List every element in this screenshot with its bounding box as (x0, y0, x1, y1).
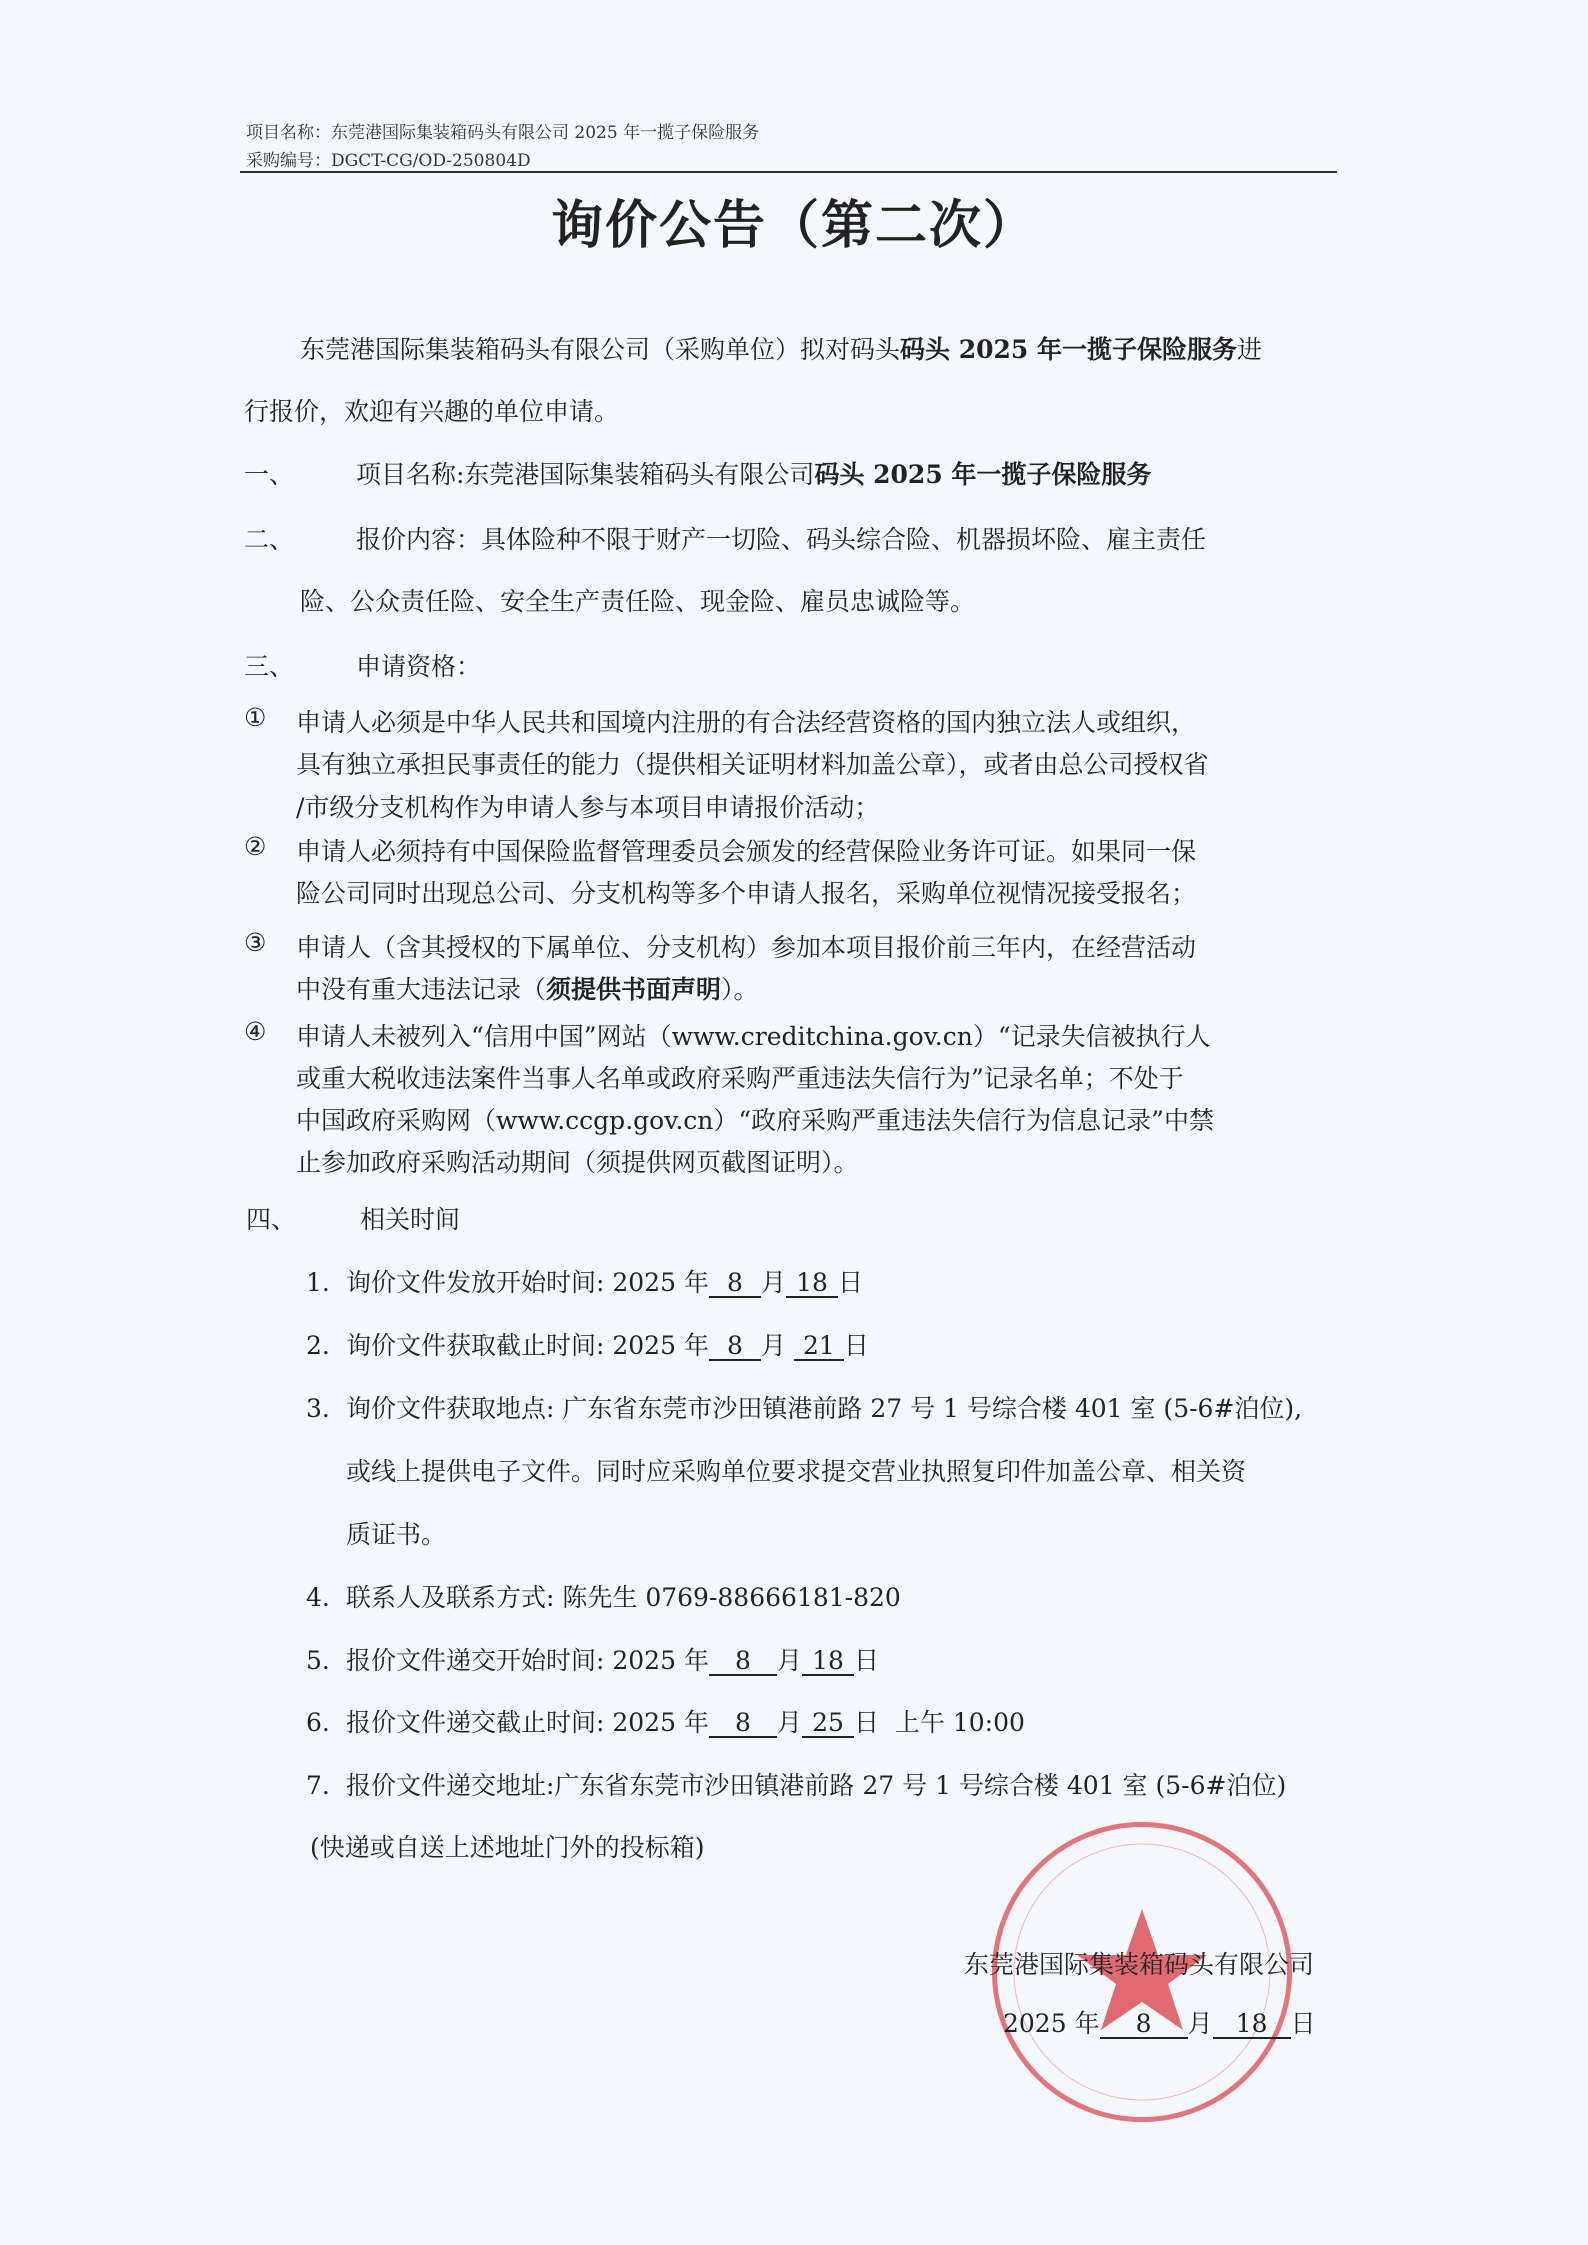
qualification-2-line-1: 申请人必须持有中国保险监督管理委员会颁发的经营保险业务许可证。如果同一保 (296, 837, 1197, 866)
section-1-marker: 一、 (244, 460, 295, 489)
signature-month-unit: 月 (1187, 2009, 1213, 2038)
item-text: 询价文件获取地点: 广东省东莞市沙田镇港前路 27 号 1 号综合楼 401 室 (5-6#泊位), (346, 1394, 1303, 1423)
qualification-3-bold: 须提供书面声明 (546, 975, 722, 1004)
month-unit: 月 (760, 1331, 786, 1360)
month-value: 8 (709, 1648, 777, 1676)
month-value: 8 (709, 1333, 761, 1361)
timeline-item-4 (306, 1578, 901, 1614)
month-value: 8 (709, 1710, 777, 1738)
month-unit: 月 (776, 1646, 802, 1675)
qualification-3-marker: ③ (244, 928, 267, 957)
procurement-number-header: 采购编号：DGCT-CG/OD-250804D (246, 151, 531, 171)
item-number: 3. (306, 1394, 330, 1423)
timeline-item-1 (306, 1263, 863, 1299)
qualification-4-line-4: 止参加政府采购活动期间（须提供网页截图证明）。 (296, 1148, 859, 1177)
qualification-2-marker: ② (244, 832, 267, 861)
section-2-line-1: 报价内容：具体险种不限于财产一切险、码头综合险、机器损坏险、雇主责任 (356, 525, 1207, 554)
item-label: 询价文件发放开始时间: 2025 年 (346, 1268, 709, 1297)
qualification-3-tail: ）。 (721, 975, 759, 1004)
section-2-marker: 二、 (244, 525, 295, 554)
qualification-1-line-2: 具有独立承担民事责任的能力（提供相关证明材料加盖公章），或者由总公司授权省 (296, 750, 1209, 779)
intro-line-1 (300, 330, 1262, 366)
item-label: 报价文件递交截止时间: 2025 年 (346, 1708, 709, 1737)
qualification-3-line-2 (296, 970, 759, 1006)
item-label: 询价文件获取截止时间: 2025 年 (346, 1331, 709, 1360)
qualification-4-line-3: 中国政府采购网（www.ccgp.gov.cn）“政府采购严重违法失信行为信息记录”中禁 (296, 1106, 1214, 1135)
qualification-2-line-2: 险公司同时出现总公司、分支机构等多个申请人报名，采购单位视情况接受报名； (296, 879, 1197, 908)
intro-text: 东莞港国际集装箱码头有限公司（采购单位）拟对码头 (300, 335, 901, 364)
timeline-item-2 (306, 1326, 869, 1362)
section-3-marker: 三、 (244, 652, 295, 681)
intro-line-2: 行报价，欢迎有兴趣的单位申请。 (244, 397, 620, 426)
day-unit: 日 (837, 1268, 863, 1297)
timeline-item-5 (306, 1641, 879, 1677)
qualification-1-line-3: /市级分支机构作为申请人参与本项目申请报价活动； (296, 793, 880, 822)
timeline-item-7-line-2: (快递或自送上述地址门外的投标箱) (310, 1833, 705, 1862)
section-4-marker: 四、 (246, 1205, 297, 1234)
day-value: 25 (802, 1710, 854, 1738)
timeline-item-3-line-2: 或线上提供电子文件。同时应采购单位要求提交营业执照复印件加盖公章、相关资 (346, 1457, 1247, 1486)
item-number: 7. (306, 1771, 330, 1800)
contact-info: 联系人及联系方式: 陈先生 0769-88666181-820 (346, 1583, 901, 1612)
day-unit: 日 (843, 1331, 869, 1360)
item-text: 报价文件递交地址:广东省东莞市沙田镇港前路 27 号 1 号综合楼 401 室 (5-6#泊位) (346, 1771, 1287, 1800)
day-value: 18 (802, 1648, 854, 1676)
qualification-4-line-2: 或重大税收违法案件当事人名单或政府采购严重违法失信行为”记录名单；不处于 (296, 1064, 1184, 1093)
qualification-4-line-1: 申请人未被列入“信用中国”网站（www.creditchina.gov.cn）“记录失信被执行人 (296, 1022, 1211, 1051)
item-number: 6. (306, 1708, 330, 1737)
signature-month: 8 (1100, 2011, 1188, 2039)
intro-tail: 进 (1237, 335, 1263, 364)
qualification-1-line-1: 申请人必须是中华人民共和国境内注册的有合法经营资格的国内独立法人或组织， (296, 708, 1197, 737)
section-1-service: 码头 2025 年一揽子保险服务 (814, 460, 1152, 489)
signature-day: 18 (1213, 2011, 1291, 2039)
header-divider (240, 171, 1337, 173)
project-name-header: 项目名称：东莞港国际集装箱码头有限公司 2025 年一揽子保险服务 (246, 123, 760, 143)
month-unit: 月 (760, 1268, 786, 1297)
qualification-3-text: 中没有重大违法记录（ (296, 975, 547, 1004)
section-4-label: 相关时间 (360, 1205, 461, 1234)
item-number: 2. (306, 1331, 330, 1360)
section-3-label: 申请资格： (356, 652, 482, 681)
signature-company: 东莞港国际集装箱码头有限公司 (964, 1950, 1315, 1979)
month-value: 8 (709, 1270, 761, 1298)
day-unit: 日 (853, 1708, 879, 1737)
qualification-3-line-1: 申请人（含其授权的下属单位、分支机构）参加本项目报价前三年内，在经营活动 (296, 933, 1197, 962)
signature-date (1003, 2004, 1316, 2040)
timeline-item-3-line-1 (306, 1389, 1302, 1425)
section-1-label: 项目名称:东莞港国际集装箱码头有限公司 (356, 460, 815, 489)
section-2-line-2: 险、公众责任险、安全生产责任险、现金险、雇员忠诚险等。 (300, 587, 976, 616)
intro-service-name: 码头 2025 年一揽子保险服务 (900, 335, 1238, 364)
month-unit: 月 (776, 1708, 802, 1737)
day-unit: 日 (853, 1646, 879, 1675)
timeline-item-3-line-3: 质证书。 (346, 1520, 447, 1549)
qualification-1-marker: ① (244, 703, 267, 732)
section-1-project-name (356, 455, 1151, 491)
qualification-4-marker: ④ (244, 1017, 267, 1046)
timeline-item-6 (306, 1703, 1025, 1739)
signature-year: 2025 年 (1003, 2009, 1100, 2038)
signature-day-unit: 日 (1290, 2009, 1316, 2038)
item-number: 1. (306, 1268, 330, 1297)
page-title: 询价公告（第二次） (550, 195, 1037, 256)
item-label: 报价文件递交开始时间: 2025 年 (346, 1646, 709, 1675)
day-value: 21 (794, 1333, 844, 1361)
day-value: 18 (786, 1270, 838, 1298)
item-number: 5. (306, 1646, 330, 1675)
item-number: 4. (306, 1583, 330, 1612)
deadline-time: 上午 10:00 (894, 1708, 1025, 1737)
timeline-item-7-line-1 (306, 1766, 1286, 1802)
